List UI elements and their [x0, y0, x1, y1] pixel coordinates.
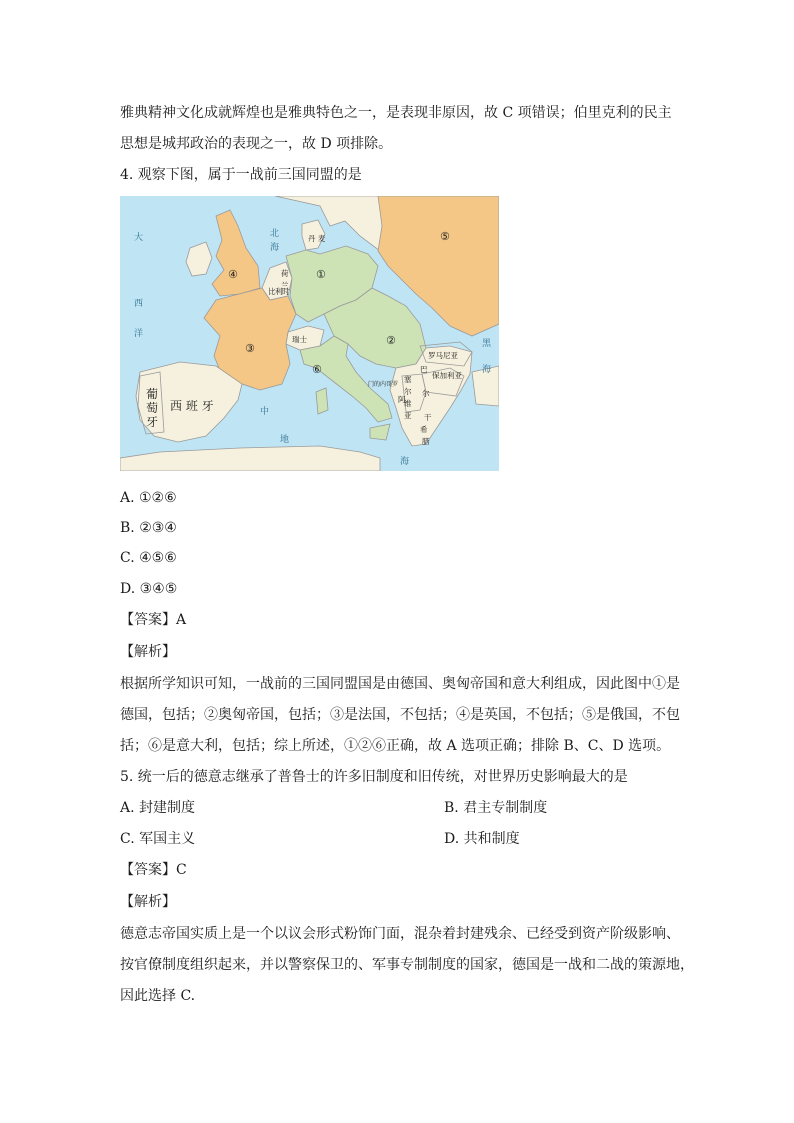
intro-line-1: 雅典精神文化成就辉煌也是雅典特色之一，是表现非原因，故 C 项错误；伯里克利的民主 — [120, 105, 672, 121]
q4-answer: 【答案】A — [120, 612, 187, 628]
q5-analysis-line-3: 因此选择 C. — [120, 988, 196, 1004]
label-belgium-shi: 时 — [282, 287, 290, 296]
intro-line-2: 思想是城邦政治的表现之一，故 D 项排除。 — [120, 136, 393, 152]
q5-answer: 【答案】C — [120, 862, 187, 878]
label-switzerland: 瑞士 — [292, 335, 307, 344]
marker-4-britain: ④ — [228, 268, 238, 281]
q4-analysis-title: 【解析】 — [120, 644, 176, 660]
label-black-hai: 海 — [482, 365, 492, 375]
marker-1-germany: ① — [316, 268, 326, 281]
q5-analysis-title: 【解析】 — [120, 894, 176, 910]
marker-2-austria-hungary: ② — [386, 334, 396, 347]
label-denmark: 丹 麦 — [308, 234, 326, 243]
label-med-di: 地 — [280, 435, 290, 445]
q5-option-a: A. 封建制度 — [120, 800, 196, 816]
q5-analysis-line-2: 按官僚制度组织起来，并以警察保卫的、军事专制制度的国家，德国是一战和二战的策源地， — [120, 957, 694, 973]
marker-6-italy: ⑥ — [312, 363, 322, 376]
sardinia-region — [316, 388, 328, 414]
label-greece-xi: 希 — [420, 425, 428, 434]
label-serbia-se: 塞 — [404, 375, 412, 384]
label-med-hai: 海 — [400, 457, 410, 467]
label-portugal-pu: 葡 — [146, 387, 159, 401]
q5-analysis-line-1: 德意志帝国实质上是一个以议会形式粉饰门面，混杂着封建残余、已经受到资产阶级影响、 — [120, 926, 680, 942]
europe-map — [120, 196, 499, 471]
label-north-sea-bei: 北 — [270, 229, 280, 239]
q4-analysis-line-3: 括；⑥是意大利，包括；综上所述，①②⑥正确，故 A 选项正确；排除 B、C、D 选项。 — [120, 738, 671, 754]
label-atlantic-xi: 西 — [134, 299, 144, 309]
label-belgium-bi: 比 — [268, 287, 276, 296]
label-black-hei: 黑 — [482, 339, 492, 349]
europe-map-figure — [120, 196, 499, 471]
label-balkan-er: 尔 — [422, 389, 430, 398]
label-med-zhong: 中 — [260, 407, 270, 417]
label-serbia-ya: 亚 — [404, 411, 412, 420]
label-netherlands-he: 荷 — [281, 269, 289, 278]
label-albania: 阿 — [398, 395, 406, 404]
label-montenegro: 门的内哥罗 — [368, 381, 399, 388]
label-portugal-ya: 牙 — [146, 415, 159, 429]
label-netherlands-lan: 兰 — [281, 281, 289, 290]
label-greece-la: 腊 — [422, 437, 430, 446]
q5-option-c: C. 军国主义 — [120, 831, 196, 847]
label-spain: 西 班 牙 — [170, 399, 214, 413]
q4-option-b: B. ②③④ — [120, 520, 177, 536]
label-atlantic-yang: 洋 — [134, 329, 144, 339]
marker-3-france: ③ — [245, 342, 255, 355]
label-serbia-wei: 维 — [404, 399, 412, 408]
label-belgium-li: 利 — [275, 287, 283, 296]
label-north-sea-hai: 海 — [270, 243, 280, 253]
q4-option-a: A. ①②⑥ — [120, 490, 177, 506]
question-4-stem: 4. 观察下图，属于一战前三国同盟的是 — [120, 167, 362, 183]
q4-analysis-line-2: 德国，包括；②奥匈帝国，包括；③是法国，不包括；④是英国，不包括；⑤是俄国，不包 — [120, 707, 680, 723]
label-romania: 罗马尼亚 — [428, 351, 458, 360]
q4-option-c: C. ④⑤⑥ — [120, 550, 177, 566]
q4-analysis-line-1: 根据所学知识可知，一战前的三国同盟国是由德国、奥匈帝国和意大利组成，因此图中①是 — [120, 676, 680, 692]
label-balkan-gan: 干 — [424, 413, 432, 422]
q5-option-b: B. 君主专制制度 — [444, 800, 548, 816]
marker-5-russia: ⑤ — [440, 230, 450, 243]
q4-option-d: D. ③④⑤ — [120, 581, 178, 597]
q5-option-d: D. 共和制度 — [444, 831, 520, 847]
label-balkan-ba: 巴 — [420, 365, 428, 374]
label-bulgaria: 保加利亚 — [432, 371, 462, 380]
label-atlantic-da: 大 — [134, 233, 144, 243]
question-5-stem: 5. 统一后的德意志继承了普鲁士的许多旧制度和旧传统，对世界历史影响最大的是 — [120, 769, 628, 785]
label-portugal-tao: 萄 — [146, 401, 159, 415]
label-serbia-er: 尔 — [404, 387, 412, 396]
